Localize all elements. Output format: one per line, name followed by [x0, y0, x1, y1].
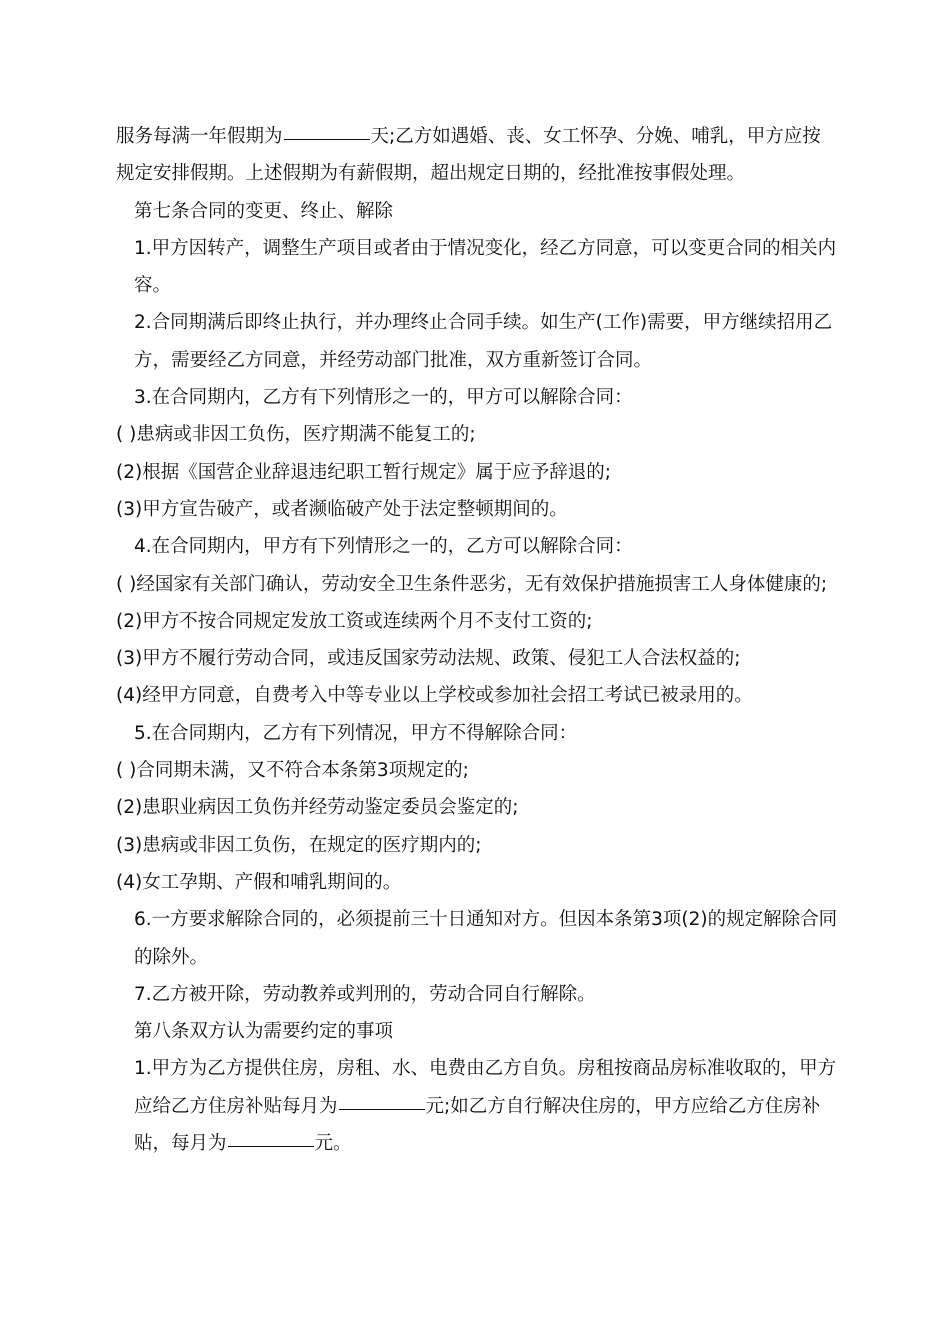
paragraph-text: 1.甲方因转产，调整生产项目或者由于情况变化，经乙方同意，可以变更合同的相关内容。: [134, 237, 837, 297]
fill-in-blank: [284, 138, 370, 140]
paragraph-text: 5.在合同期内，乙方有下列情况，甲方不得解除合同：: [134, 722, 578, 744]
fill-in-blank: [228, 1145, 314, 1147]
paragraph: [116, 715, 838, 752]
paragraph-text: (2)根据《国营企业辞退违纪职工暂行规定》属于应予辞退的;: [116, 461, 611, 483]
paragraph-text: ( )经国家有关部门确认，劳动安全卫生条件恶劣，无有效保护措施损害工人身体健康的;: [116, 573, 828, 595]
paragraph: [116, 230, 838, 305]
paragraph-text: (3)患病或非因工负伤，在规定的医疗期内的;: [116, 834, 482, 856]
paragraph: [116, 603, 838, 640]
paragraph: [116, 901, 838, 976]
paragraph: [116, 752, 838, 789]
paragraph-text: 4.在合同期内，甲方有下列情形之一的，乙方可以解除合同：: [134, 536, 633, 558]
paragraph-text: 3.在合同期内，乙方有下列情形之一的，甲方可以解除合同：: [134, 387, 633, 409]
paragraph: [116, 789, 838, 826]
paragraph-text: 第七条合同的变更、终止、解除: [134, 200, 394, 222]
paragraph-text: (2)甲方不按合同规定发放工资或连续两个月不支付工资的;: [116, 610, 593, 632]
paragraph-text: 元;如乙方自行解决住房的，甲方应给乙方住房补贴，每月为: [134, 1095, 821, 1155]
paragraph-text: 天;乙方如遇婚、丧、女工怀孕、分娩、哺乳，甲方应按规定安排假期。上述假期为有薪假期，超出规定日期的，经批准按事假处理。: [116, 126, 821, 185]
paragraph-text: 第八条双方认为需要约定的事项: [134, 1021, 394, 1043]
paragraph: [116, 118, 838, 193]
paragraph: [116, 1013, 838, 1050]
paragraph: [116, 379, 838, 416]
paragraph-text: ( )患病或非因工负伤，医疗期满不能复工的;: [116, 424, 476, 446]
paragraph-text: 服务每满一年假期为: [116, 126, 283, 147]
paragraph-text: ( )合同期未满，又不符合本条第3项规定的;: [116, 760, 469, 782]
paragraph: [116, 304, 838, 379]
paragraph-text: 元。: [314, 1133, 352, 1155]
paragraph: [116, 566, 838, 603]
paragraph-text: 7.乙方被开除，劳动教养或判刑的，劳动合同自行解除。: [134, 983, 596, 1005]
paragraph: [116, 528, 838, 565]
paragraph: [116, 640, 838, 677]
paragraph-text: (4)经甲方同意，自费考入中等专业以上学校或参加社会招工考试已被录用的。: [116, 685, 753, 707]
paragraph: [116, 864, 838, 901]
paragraph: [116, 827, 838, 864]
paragraph: [116, 677, 838, 714]
document-page: [116, 118, 838, 1162]
paragraph: [116, 491, 838, 528]
paragraph-text: (2)患职业病因工负伤并经劳动鉴定委员会鉴定的;: [116, 797, 519, 819]
paragraph-text: 6.一方要求解除合同的，必须提前三十日通知对方。但因本条第3项(2)的规定解除合同的除外。: [134, 909, 838, 968]
paragraph: [116, 454, 838, 491]
fill-in-blank: [339, 1108, 425, 1110]
paragraph-text: (3)甲方不履行劳动合同，或违反国家劳动法规、政策、侵犯工人合法权益的;: [116, 648, 741, 670]
paragraph: [116, 1050, 838, 1162]
paragraph-text: (3)甲方宣告破产，或者濒临破产处于法定整顿期间的。: [116, 498, 568, 520]
paragraph: [116, 416, 838, 453]
paragraph-text: (4)女工孕期、产假和哺乳期间的。: [116, 871, 402, 893]
paragraph-text: 2.合同期满后即终止执行，并办理终止合同手续。如生产(工作)需要，甲方继续招用乙方，需要经乙方同意，并经劳动部门批准，双方重新签订合同。: [134, 312, 833, 371]
paragraph-text: 1.甲方为乙方提供住房，房租、水、电费由乙方自负。房租按商品房标准收取的，甲方应给乙方住房补贴每月为: [134, 1058, 837, 1117]
paragraph: [116, 193, 838, 230]
paragraph: [116, 976, 838, 1013]
